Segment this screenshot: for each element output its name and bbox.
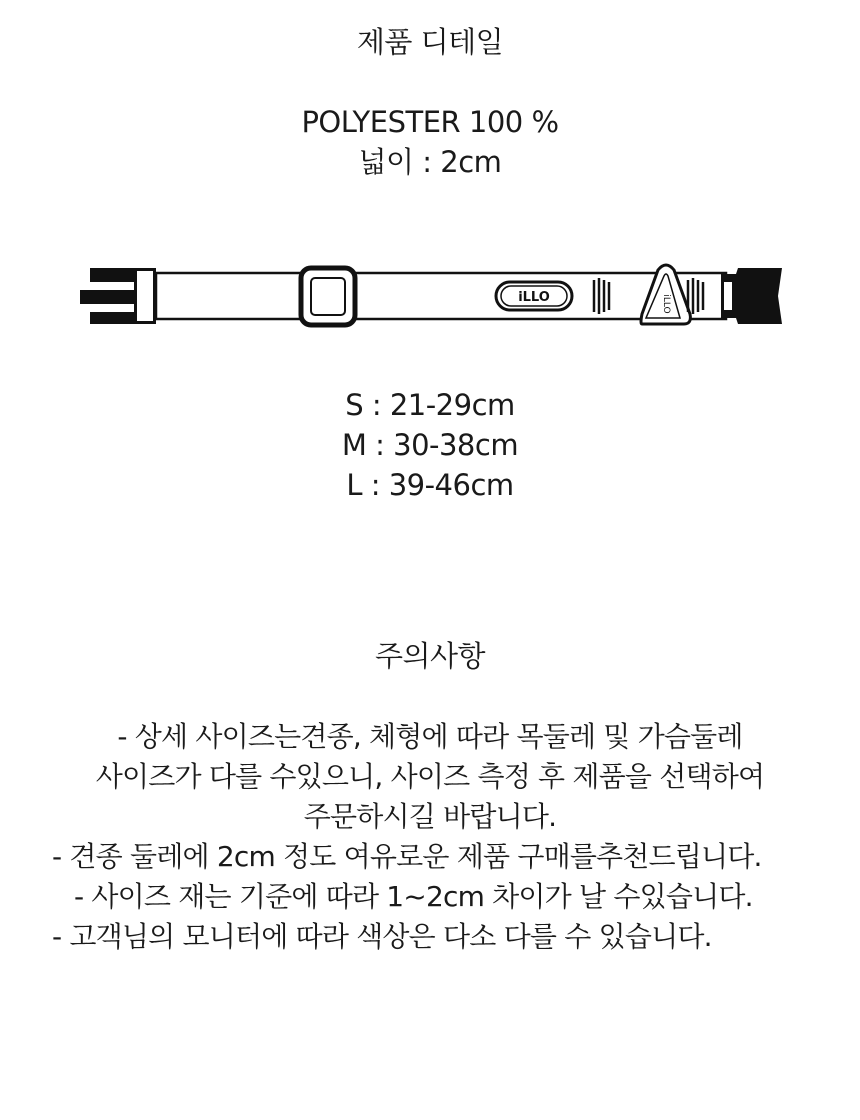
notice-title: 주의사항: [374, 639, 486, 673]
brand-logo-patch: [496, 282, 572, 310]
size-m: M : 30-38cm: [341, 428, 519, 462]
notice-line-4: - 견종 둘레에 2cm 정도 여유로운 제품 구매를추천드립니다.: [52, 840, 762, 873]
notice-line-3: 주문하시길 바랍니다.: [303, 800, 557, 833]
collar-product-image: [76, 260, 786, 332]
size-l: L : 39-46cm: [346, 468, 514, 502]
notice-line-1: - 상세 사이즈는견종, 체형에 따라 목둘레 및 가슴둘레: [117, 720, 743, 753]
notice-line-2: 사이즈가 다를 수있으니, 사이즈 측정 후 제품을 선택하여: [95, 760, 765, 793]
width-text: 넓이 : 2cm: [358, 145, 502, 179]
buckle-male-icon: [80, 268, 156, 324]
brand-logo-text: iLLO: [518, 290, 550, 305]
slide-adjuster-icon: [301, 268, 355, 325]
collar-strap: [156, 273, 726, 319]
notice-line-6: - 고객님의 모니터에 따라 색상은 다소 다를 수 있습니다.: [52, 920, 712, 953]
buckle-female-icon: [721, 268, 782, 324]
notice-line-5: - 사이즈 재는 기준에 따라 1~2cm 차이가 날 수있습니다.: [74, 880, 753, 913]
tag-text: iLLO: [661, 294, 671, 314]
material-text: POLYESTER 100 %: [301, 105, 559, 139]
size-s: S : 21-29cm: [345, 388, 515, 422]
detail-title: 제품 디테일: [356, 25, 504, 59]
